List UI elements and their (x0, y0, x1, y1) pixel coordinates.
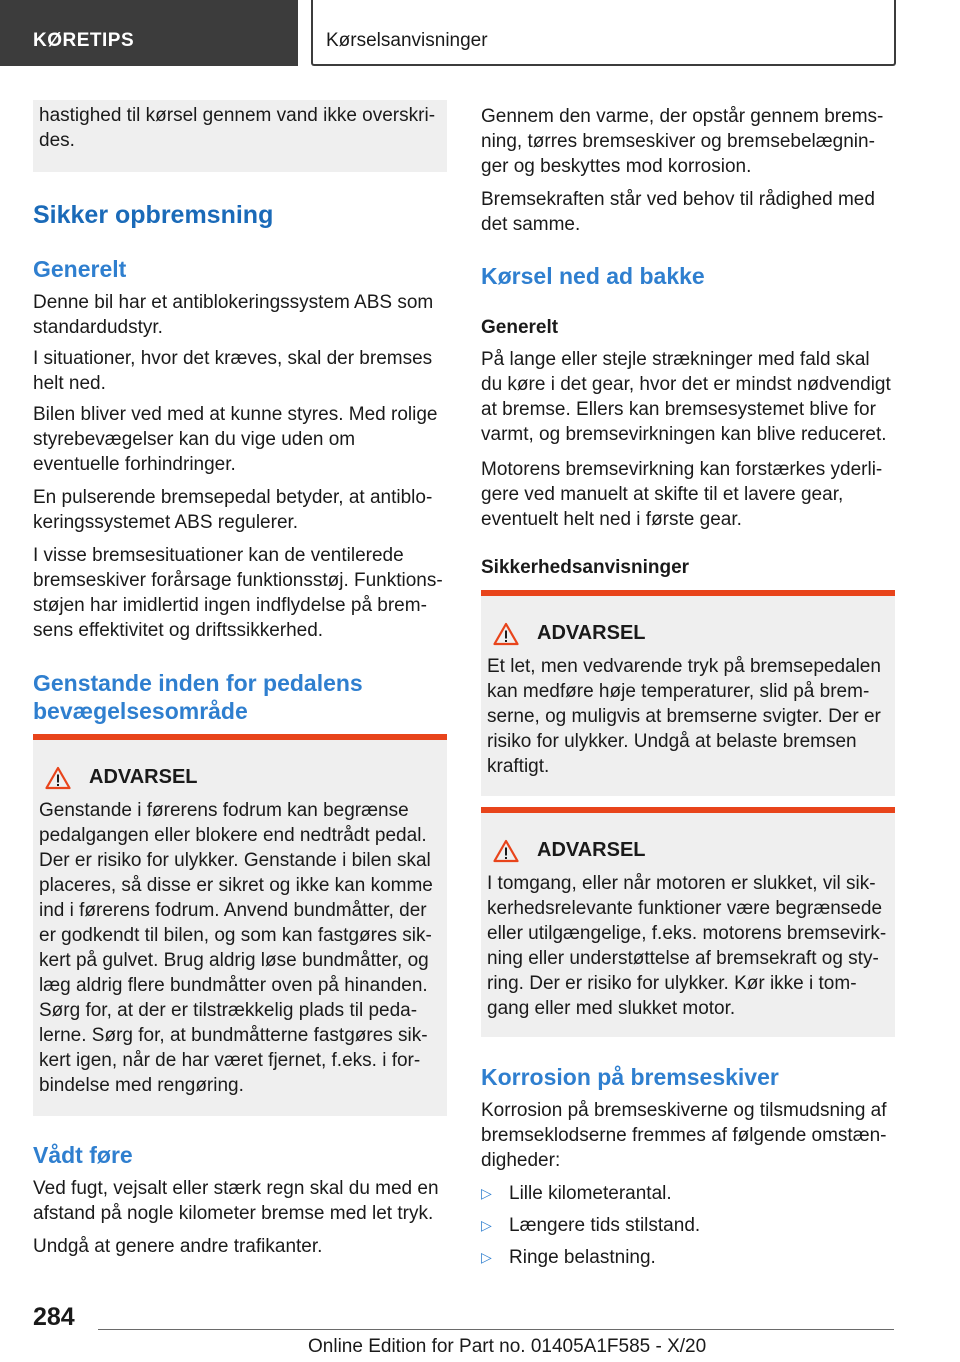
warning-title: ADVARSEL (537, 622, 646, 644)
heading-corrosion: Korrosion på bremseskiver (481, 1064, 779, 1090)
heading-general-right: Generelt (481, 317, 559, 338)
paragraph-steering: Bilen bliver ved med at kunne styres. Med rolige styrebevægelser kan du vige uden om eventuelle forhindringer. (33, 404, 438, 475)
triangle-bullet-icon: ▷ (481, 1249, 492, 1265)
triangle-bullet-icon: ▷ (481, 1217, 492, 1233)
header-chapter-tab (311, 0, 896, 66)
warning-box-pedal (33, 734, 447, 1116)
paragraph-brake-fully: I situationer, hvor det kræves, skal der bremses helt ned. (33, 348, 433, 394)
heading-pedal-objects: Genstande inden for pedalens bevægelsesområde (33, 670, 363, 724)
continued-note-text: hastighed til kørsel gennem vand ikke overskrides. (39, 105, 436, 151)
paragraph-corrosion: Korrosion på bremseskiverne og tilsmudsning af bremseklodserne fremmes af følgende omstændigheder: (481, 1100, 887, 1171)
header-section-label: KØRETIPS (33, 30, 135, 51)
warning-triangle-icon (493, 622, 519, 646)
heading-safety-instructions: Sikkerhedsanvisninger (481, 557, 690, 578)
paragraph-pulsing-pedal: En pulserende bremsepedal betyder, at antiblokeringssystemet ABS regulerer. (33, 487, 433, 533)
warning-title: ADVARSEL (89, 766, 198, 788)
warning-text: I tomgang, eller når motoren er slukket, vil sikkerhedsrelevante funktioner være begrænsede eller utilgængelige, f.eks. motorens bremsevirkning eller understøttelse af bremsekraft og styring. Der er risiko for ulykker. Kør ikke i tomgang eller med slukket motor. (487, 873, 887, 1019)
warning-triangle-icon (45, 766, 71, 790)
triangle-bullet-icon: ▷ (481, 1185, 492, 1201)
warning-text: Genstande i førerens fodrum kan begrænse pedalgangen eller blokere end nedtrådt pedal. Der er risiko for ulykker. Genstande i bilen skal placeres, så disse er sikret og ikke kan komme ind i førerens fodrum. Anvend bundmåtter, der er godkendt til bilen, og som kan fastgøres sikkert på gulvet. Brug aldrig løse bundmåtter, og læg aldrig flere bundmåtter oven på hinanden. Sørg for, at der er tilstrækkelig plads til pedalerne. Sørg for, at bundmåtterne fastgøres sikkert igen, når de har været fjernet, f.eks. i forbindelse med rengøring. (39, 800, 433, 1096)
header-chapter-label: Kørselsanvisninger (326, 30, 488, 51)
warning-triangle-icon (493, 839, 519, 863)
page-number: 284 (33, 1303, 75, 1331)
heading-wet-road: Vådt føre (33, 1142, 133, 1168)
paragraph-noise: I visse bremsesituationer kan de ventilerede bremseskiver forårsage funktionsstøj. Funktionsstøjen har imidlertid ingen indflydelse på bremsens effektivitet og driftssikkerhed. (33, 545, 443, 641)
paragraph-brake-force: Bremsekraften står ved behov til rådighed med det samme. (481, 189, 875, 235)
heading-general-left: Generelt (33, 256, 127, 282)
continued-note-box (33, 100, 447, 172)
heading-downhill: Kørsel ned ad bakke (481, 263, 705, 289)
warning-title: ADVARSEL (537, 839, 646, 861)
paragraph-downhill-gear: På lange eller stejle strækninger med fald skal du køre i det gear, hvor det er mindst nødvendigt at bremse. Ellers kan bremsesystemet blive for varmt, og bremsevirkningen kan blive reduceret. (481, 349, 891, 445)
footer-divider (98, 1329, 894, 1330)
warning-text: Et let, men vedvarende tryk på bremsepedalen kan medføre høje temperaturer, slid på bremserne, og muligvis at bremserne svigter. Der er risiko for ulykker. Undgå at belaste bremsen kraftigt. (487, 656, 881, 777)
warning-box-brake-wear (481, 590, 895, 796)
paragraph-wet-braking: Ved fugt, vejsalt eller stærk regn skal du med en afstand på nogle kilometer bremse med let tryk. (33, 1178, 439, 1224)
warning-box-idle (481, 807, 895, 1037)
footer-edition: Online Edition for Part no. 01405A1F585 - X/20 (308, 1336, 707, 1357)
paragraph-engine-braking: Motorens bremsevirkning kan forstærkes yderligere ved manuelt at skifte til et lavere gear, eventuelt helt ned i første gear. (481, 459, 883, 530)
paragraph-other-traffic: Undgå at genere andre trafikanter. (33, 1236, 323, 1257)
header-section-tab (0, 0, 298, 66)
heading-safe-braking: Sikker opbremsning (33, 201, 274, 229)
paragraph-brake-heat: Gennem den varme, der opstår gennem bremsning, tørres bremseskiver og bremsebelægninger og beskyttes mod korrosion. (481, 106, 884, 177)
paragraph-abs: Denne bil har et antiblokeringssystem ABS som standardudstyr. (33, 292, 434, 338)
